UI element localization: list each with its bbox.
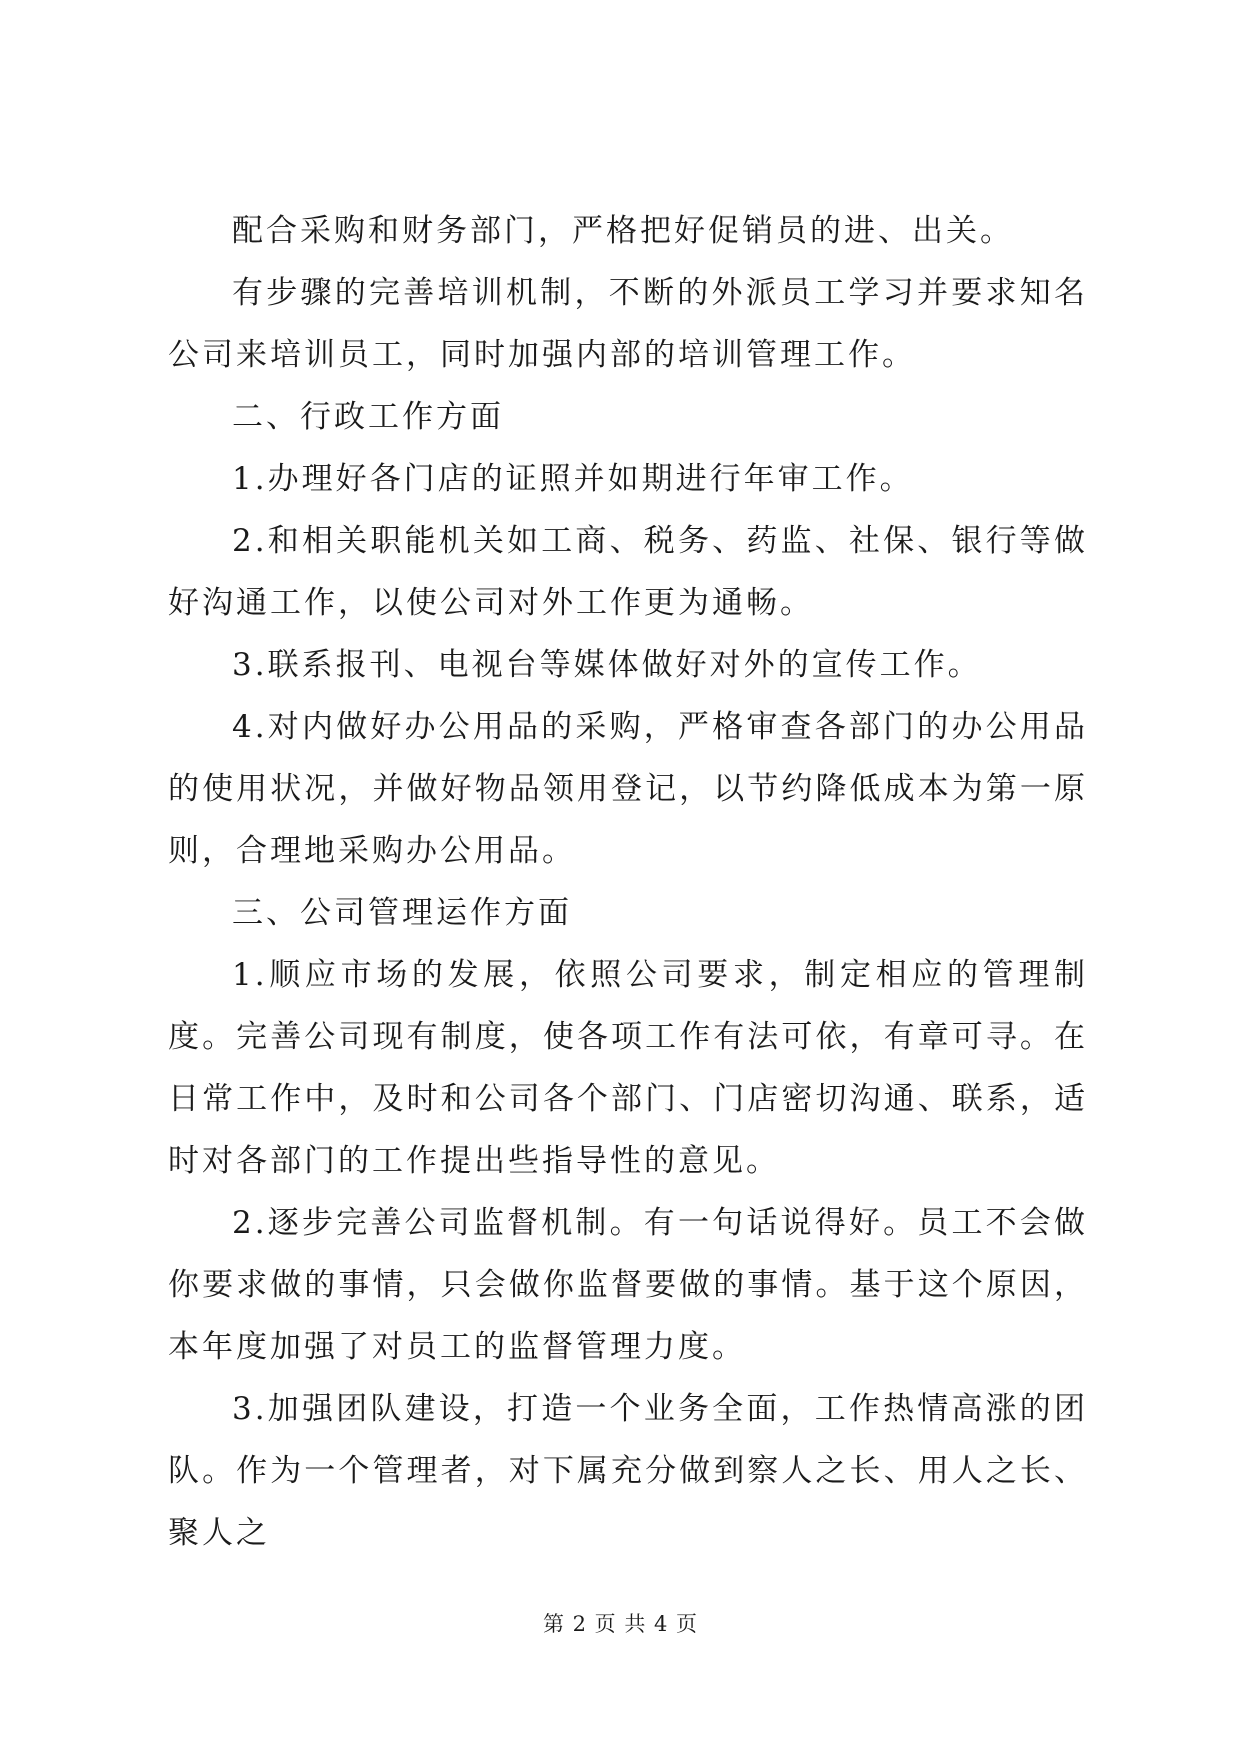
paragraph: 有步骤的完善培训机制，不断的外派员工学习并要求知名公司来培训员工，同时加强内部的培训管理工作。	[168, 275, 1088, 373]
paragraph: 4.对内做好办公用品的采购，严格审查各部门的办公用品的使用状况，并做好物品领用登记，以节约降低成本为第一原则，合理地采购办公用品。	[168, 709, 1088, 869]
page-number-footer: 第 2 页 共 4 页	[542, 1612, 699, 1636]
section-heading: 三、公司管理运作方面	[232, 895, 572, 931]
paragraph: 1.顺应市场的发展，依照公司要求，制定相应的管理制度。完善公司现有制度，使各项工作有法可依，有章可寻。在日常工作中，及时和公司各个部门、门店密切沟通、联系，适时对各部门的工作提出些指导性的意见。	[168, 957, 1088, 1179]
section-heading: 二、行政工作方面	[232, 399, 504, 435]
document-body	[168, 200, 1088, 1564]
paragraph: 1.办理好各门店的证照并如期进行年审工作。	[232, 461, 914, 497]
paragraph: 3.加强团队建设，打造一个业务全面，工作热情高涨的团队。作为一个管理者，对下属充分做到察人之长、用人之长、聚人之	[168, 1391, 1088, 1551]
paragraph: 3.联系报刊、电视台等媒体做好对外的宣传工作。	[232, 647, 982, 683]
paragraph: 2.和相关职能机关如工商、税务、药监、社保、银行等做好沟通工作，以使公司对外工作更为通畅。	[168, 523, 1088, 621]
paragraph: 2.逐步完善公司监督机制。有一句话说得好。员工不会做你要求做的事情，只会做你监督要做的事情。基于这个原因，本年度加强了对员工的监督管理力度。	[168, 1205, 1088, 1365]
paragraph: 配合采购和财务部门，严格把好促销员的进、出关。	[232, 213, 1014, 249]
